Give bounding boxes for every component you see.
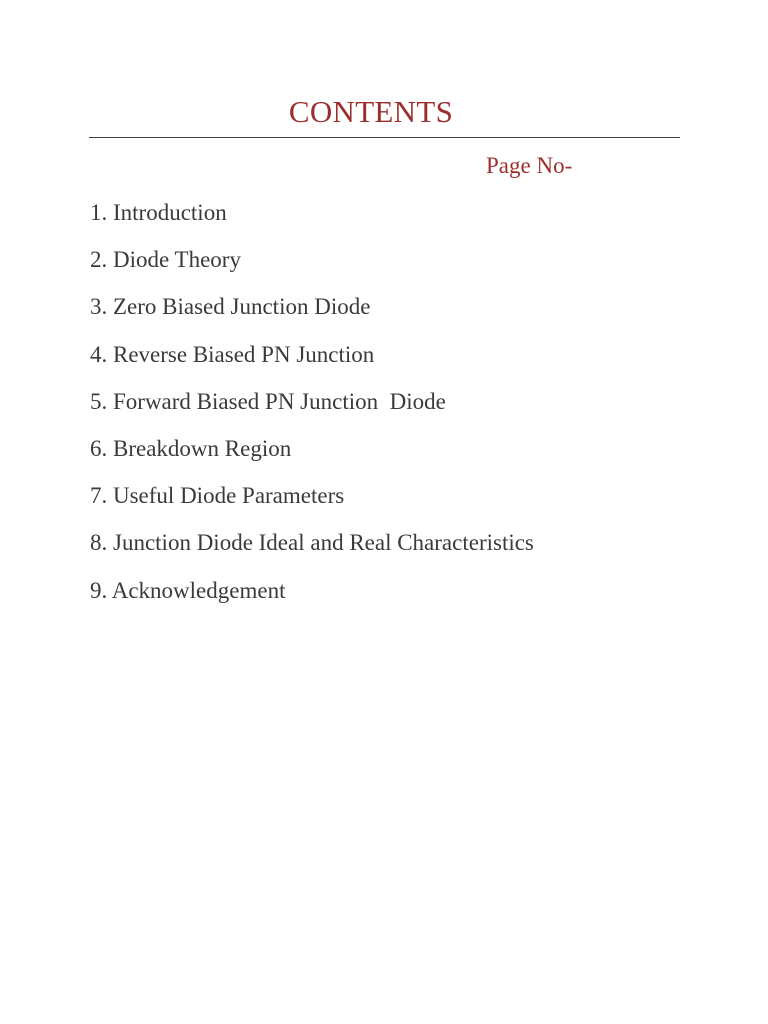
page-title: CONTENTS <box>288 94 454 129</box>
table-of-contents <box>90 198 534 623</box>
toc-entry-reverse-biased-pn-junction: 4. Reverse Biased PN Junction <box>90 341 375 367</box>
toc-entry-zero-biased-junction-diode: 3. Zero Biased Junction Diode <box>90 294 371 320</box>
title-divider <box>89 137 680 138</box>
toc-entry-forward-biased-pn-junction-diode: 5. Forward Biased PN Junction Diode <box>90 388 446 414</box>
page-number-column-label: Page No- <box>486 153 573 178</box>
toc-entry-introduction: 1. Introduction <box>90 200 227 225</box>
toc-entry-acknowledgement: 9. Acknowledgement <box>90 577 286 603</box>
toc-entry-ideal-and-real-characteristics: 8. Junction Diode Ideal and Real Characteristics <box>90 530 534 556</box>
toc-entry-useful-diode-parameters: 7. Useful Diode Parameters <box>90 483 345 509</box>
toc-entry-diode-theory: 2. Diode Theory <box>90 247 241 273</box>
toc-entry-breakdown-region: 6. Breakdown Region <box>90 435 292 461</box>
